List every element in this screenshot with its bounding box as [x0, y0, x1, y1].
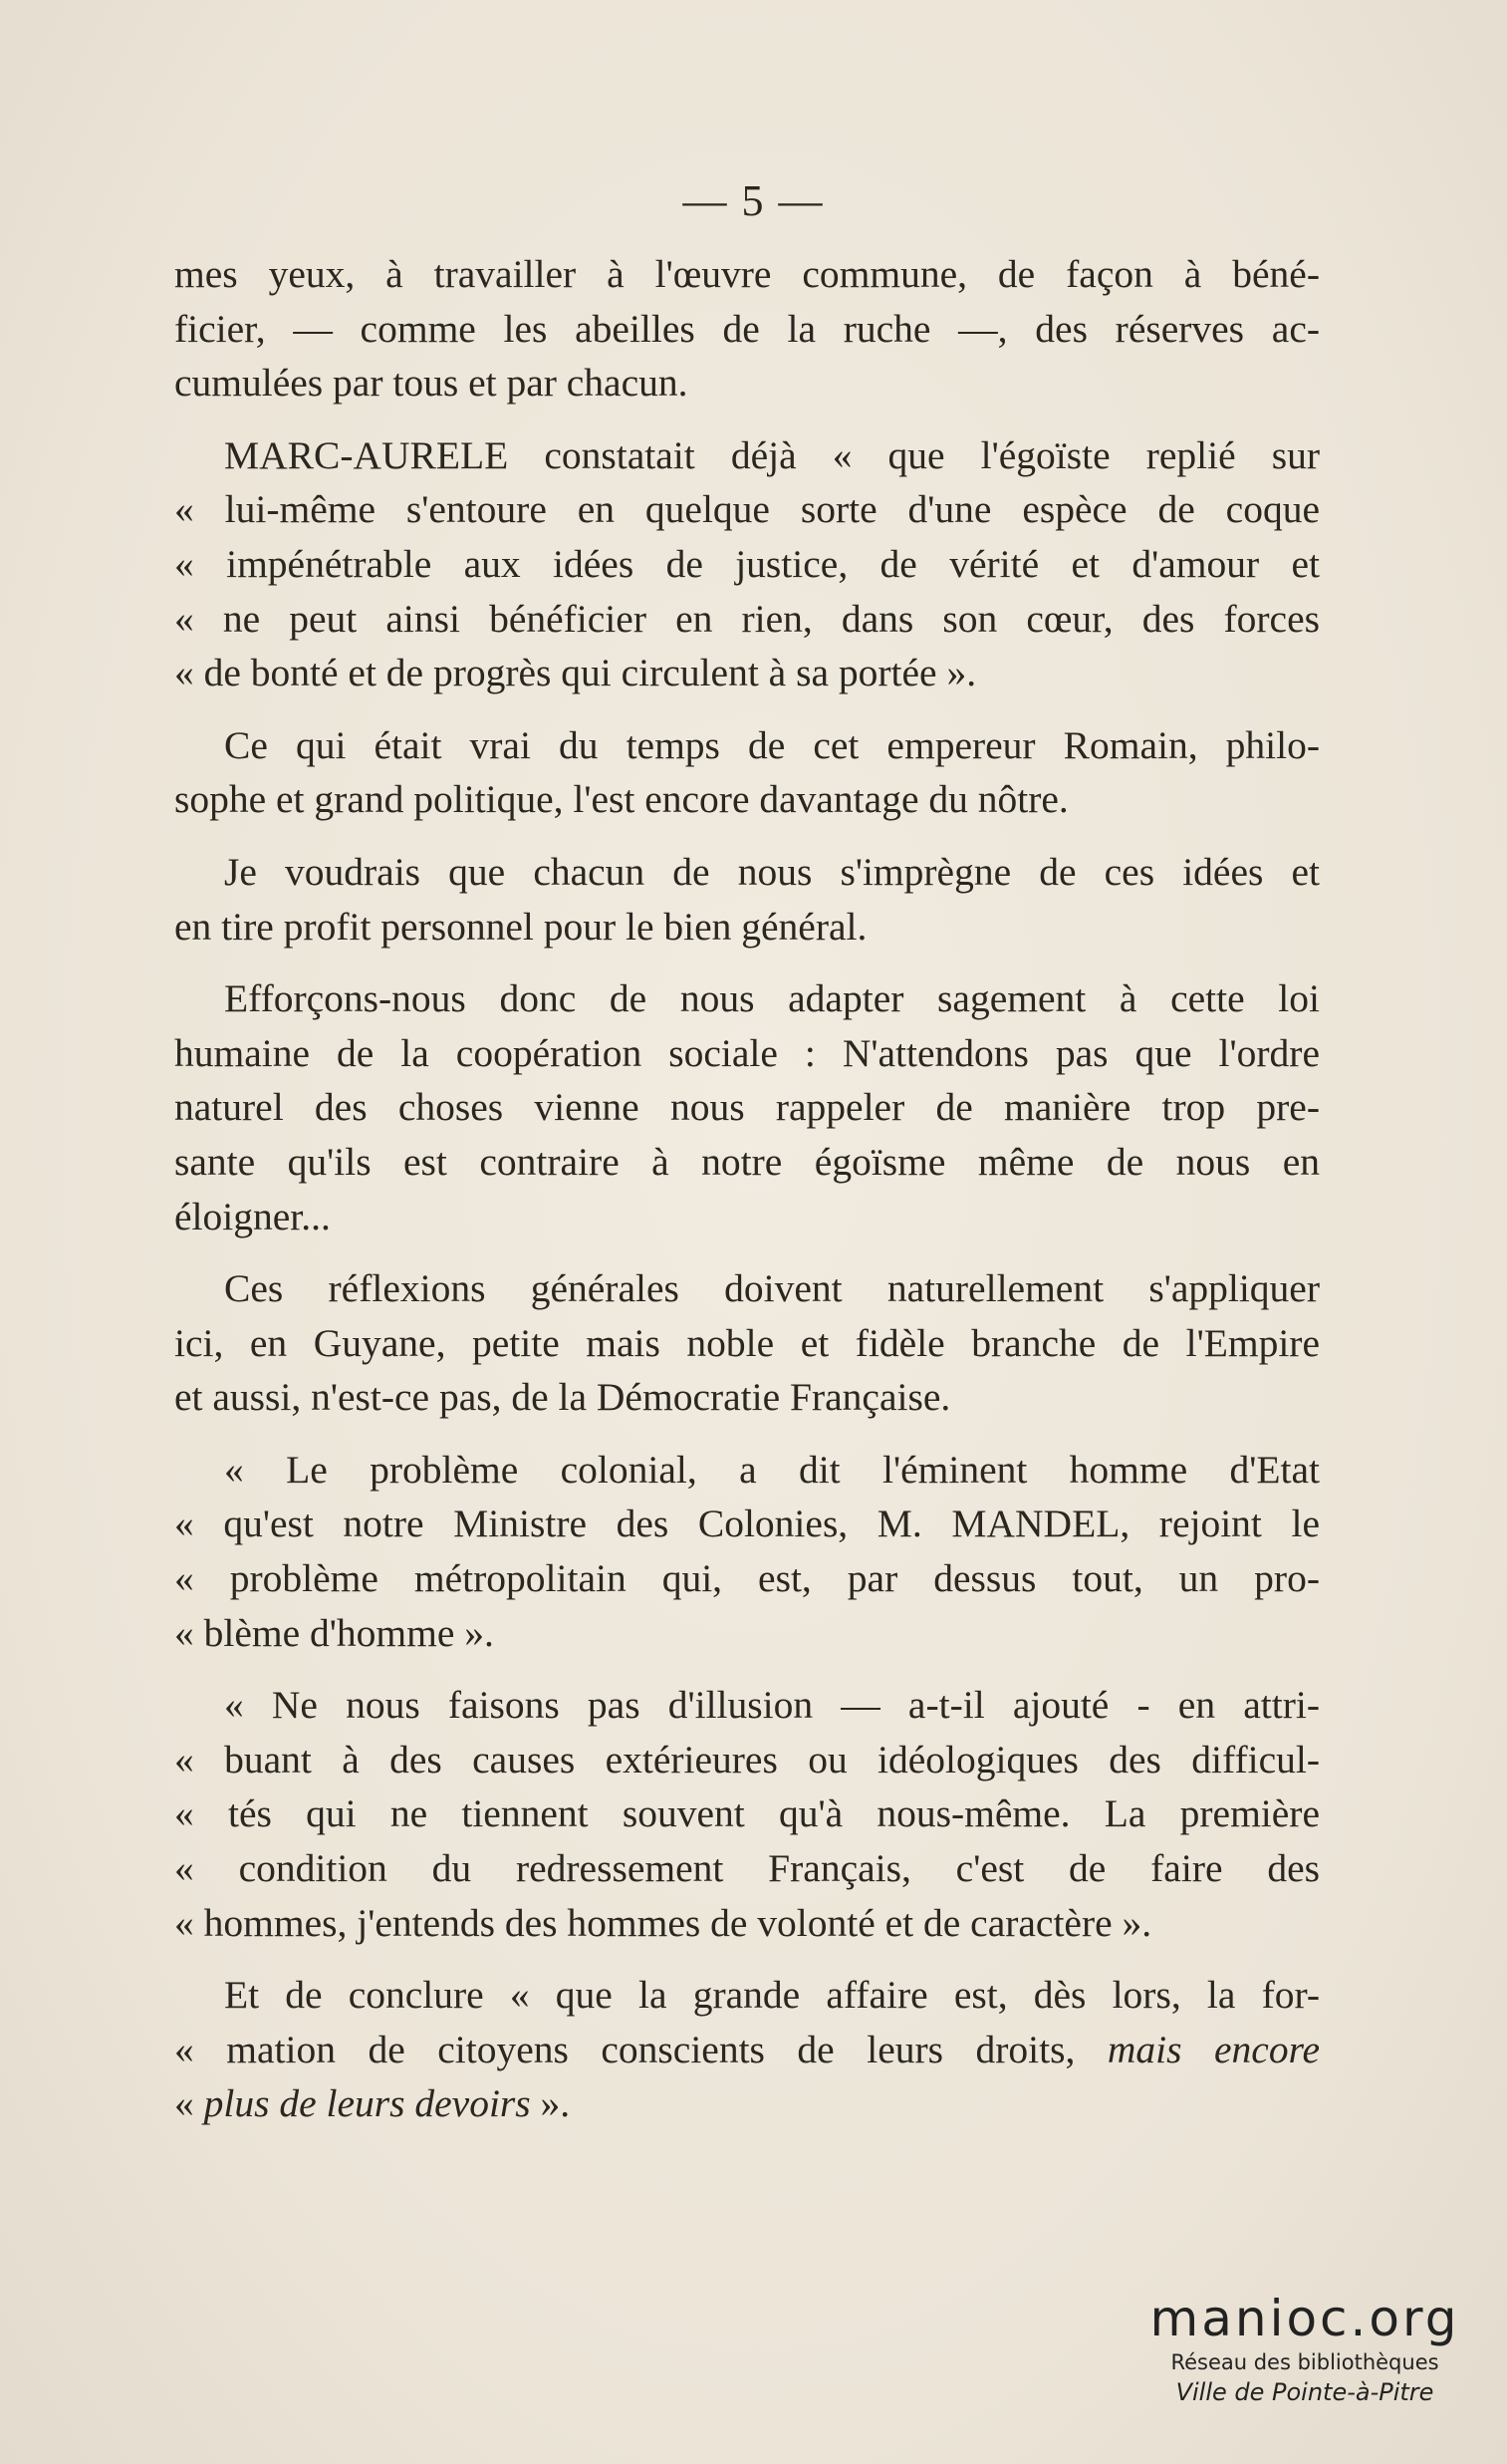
body-text: [174, 247, 1320, 2131]
text-line: Efforçons-nous donc de nous adapter sagement à cette loi: [224, 976, 1320, 1021]
logo-name: manioc.org: [1149, 2290, 1460, 2347]
paragraph-gap: [174, 827, 1320, 845]
text-line: Ces réflexions générales doivent naturellement s'appliquer: [224, 1266, 1320, 1311]
closing-line-1-italic: mais encore: [1107, 2027, 1321, 2071]
text-line: « qu'est notre Ministre des Colonies, M. MANDEL, rejoint le: [174, 1502, 1320, 1546]
paragraph-gap: [174, 1660, 1320, 1678]
text-line: « problème métropolitain qui, est, par dessus tout, un pro-: [174, 1556, 1320, 1601]
text-line: sophe et grand politique, l'est encore davantage du nôtre.: [174, 777, 1069, 822]
text-line: naturel des choses vienne nous rappeler de manière trop pre-: [174, 1085, 1320, 1130]
text-line: « blème d'homme ».: [174, 1610, 494, 1655]
text-line: « impénétrable aux idées de justice, de vérité et d'amour et: [174, 541, 1320, 586]
text-line: « ne peut ainsi bénéficier en rien, dans son cœur, des forces: [174, 596, 1320, 641]
text-line: sante qu'ils est contraire à notre égoïsme même de nous en: [174, 1139, 1320, 1184]
closing-line-1: [174, 2023, 1320, 2077]
text-line: MARC-AURELE constatait déjà « que l'égoïste replié sur: [224, 432, 1320, 477]
text-line: Ce qui était vrai du temps de cet empereur Romain, philo-: [224, 722, 1320, 767]
closing-line-1-text: « mation de citoyens conscients de leurs droits,: [174, 2027, 1108, 2071]
text-line: ficier, — comme les abeilles de la ruche —, des réserves ac-: [174, 306, 1320, 351]
paragraph-gap: [174, 954, 1320, 971]
closing-line-2-suffix: ».: [530, 2081, 571, 2126]
text-line: « de bonté et de progrès qui circulent à sa portée ».: [174, 651, 977, 695]
text-line: et aussi, n'est-ce pas, de la Démocratie Française.: [174, 1375, 951, 1420]
text-line: en tire profit personnel pour le bien général.: [174, 904, 868, 949]
paragraph-gap: [174, 700, 1320, 718]
closing-line-2-italic: plus de leurs devoirs: [203, 2081, 531, 2126]
text-line: cumulées par tous et par chacun.: [174, 361, 688, 406]
logo-city: Ville de Pointe-à-Pitre: [1175, 2378, 1434, 2406]
text-line: Et de conclure « que la grande affaire est, dès lors, la for-: [224, 1973, 1320, 2018]
text-line: « Le problème colonial, a dit l'éminent homme d'Etat: [224, 1447, 1320, 1492]
text-line: « Ne nous faisons pas d'illusion — a-t-il ajouté - en attri-: [224, 1683, 1320, 1728]
closing-line-2: [174, 2076, 1320, 2131]
paragraph-gap: [174, 1243, 1320, 1261]
paragraph-gap: [174, 1950, 1320, 1968]
text-line: Je voudrais que chacun de nous s'imprègne de ces idées et: [224, 849, 1320, 894]
paragraph-gap: [174, 1425, 1320, 1443]
text-line: « lui-même s'entoure en quelque sorte d'une espèce de coque: [174, 487, 1320, 532]
text-line: « condition du redressement Français, c'est de faire des: [174, 1846, 1320, 1891]
page-number: — 5 —: [682, 176, 825, 225]
text-line: humaine de la coopération sociale : N'attendons pas que l'ordre: [174, 1030, 1320, 1075]
text-line: éloigner...: [174, 1194, 331, 1238]
text-line: « tés qui ne tiennent souvent qu'à nous-même. La première: [174, 1791, 1320, 1836]
text-line: ici, en Guyane, petite mais noble et fidèle branche de l'Empire: [174, 1320, 1320, 1365]
text-line: mes yeux, à travailler à l'œuvre commune, de façon à béné-: [174, 252, 1320, 296]
logo-network: Réseau des bibliothèques: [1170, 2350, 1439, 2374]
text-line: « hommes, j'entends des hommes de volonté et de caractère ».: [174, 1900, 1152, 1945]
manioc-logo: [1126, 2290, 1484, 2407]
closing-line-2-quote: «: [174, 2081, 204, 2126]
paragraph-gap: [174, 411, 1320, 428]
text-line: « buant à des causes extérieures ou idéologiques des difficul-: [174, 1737, 1320, 1781]
